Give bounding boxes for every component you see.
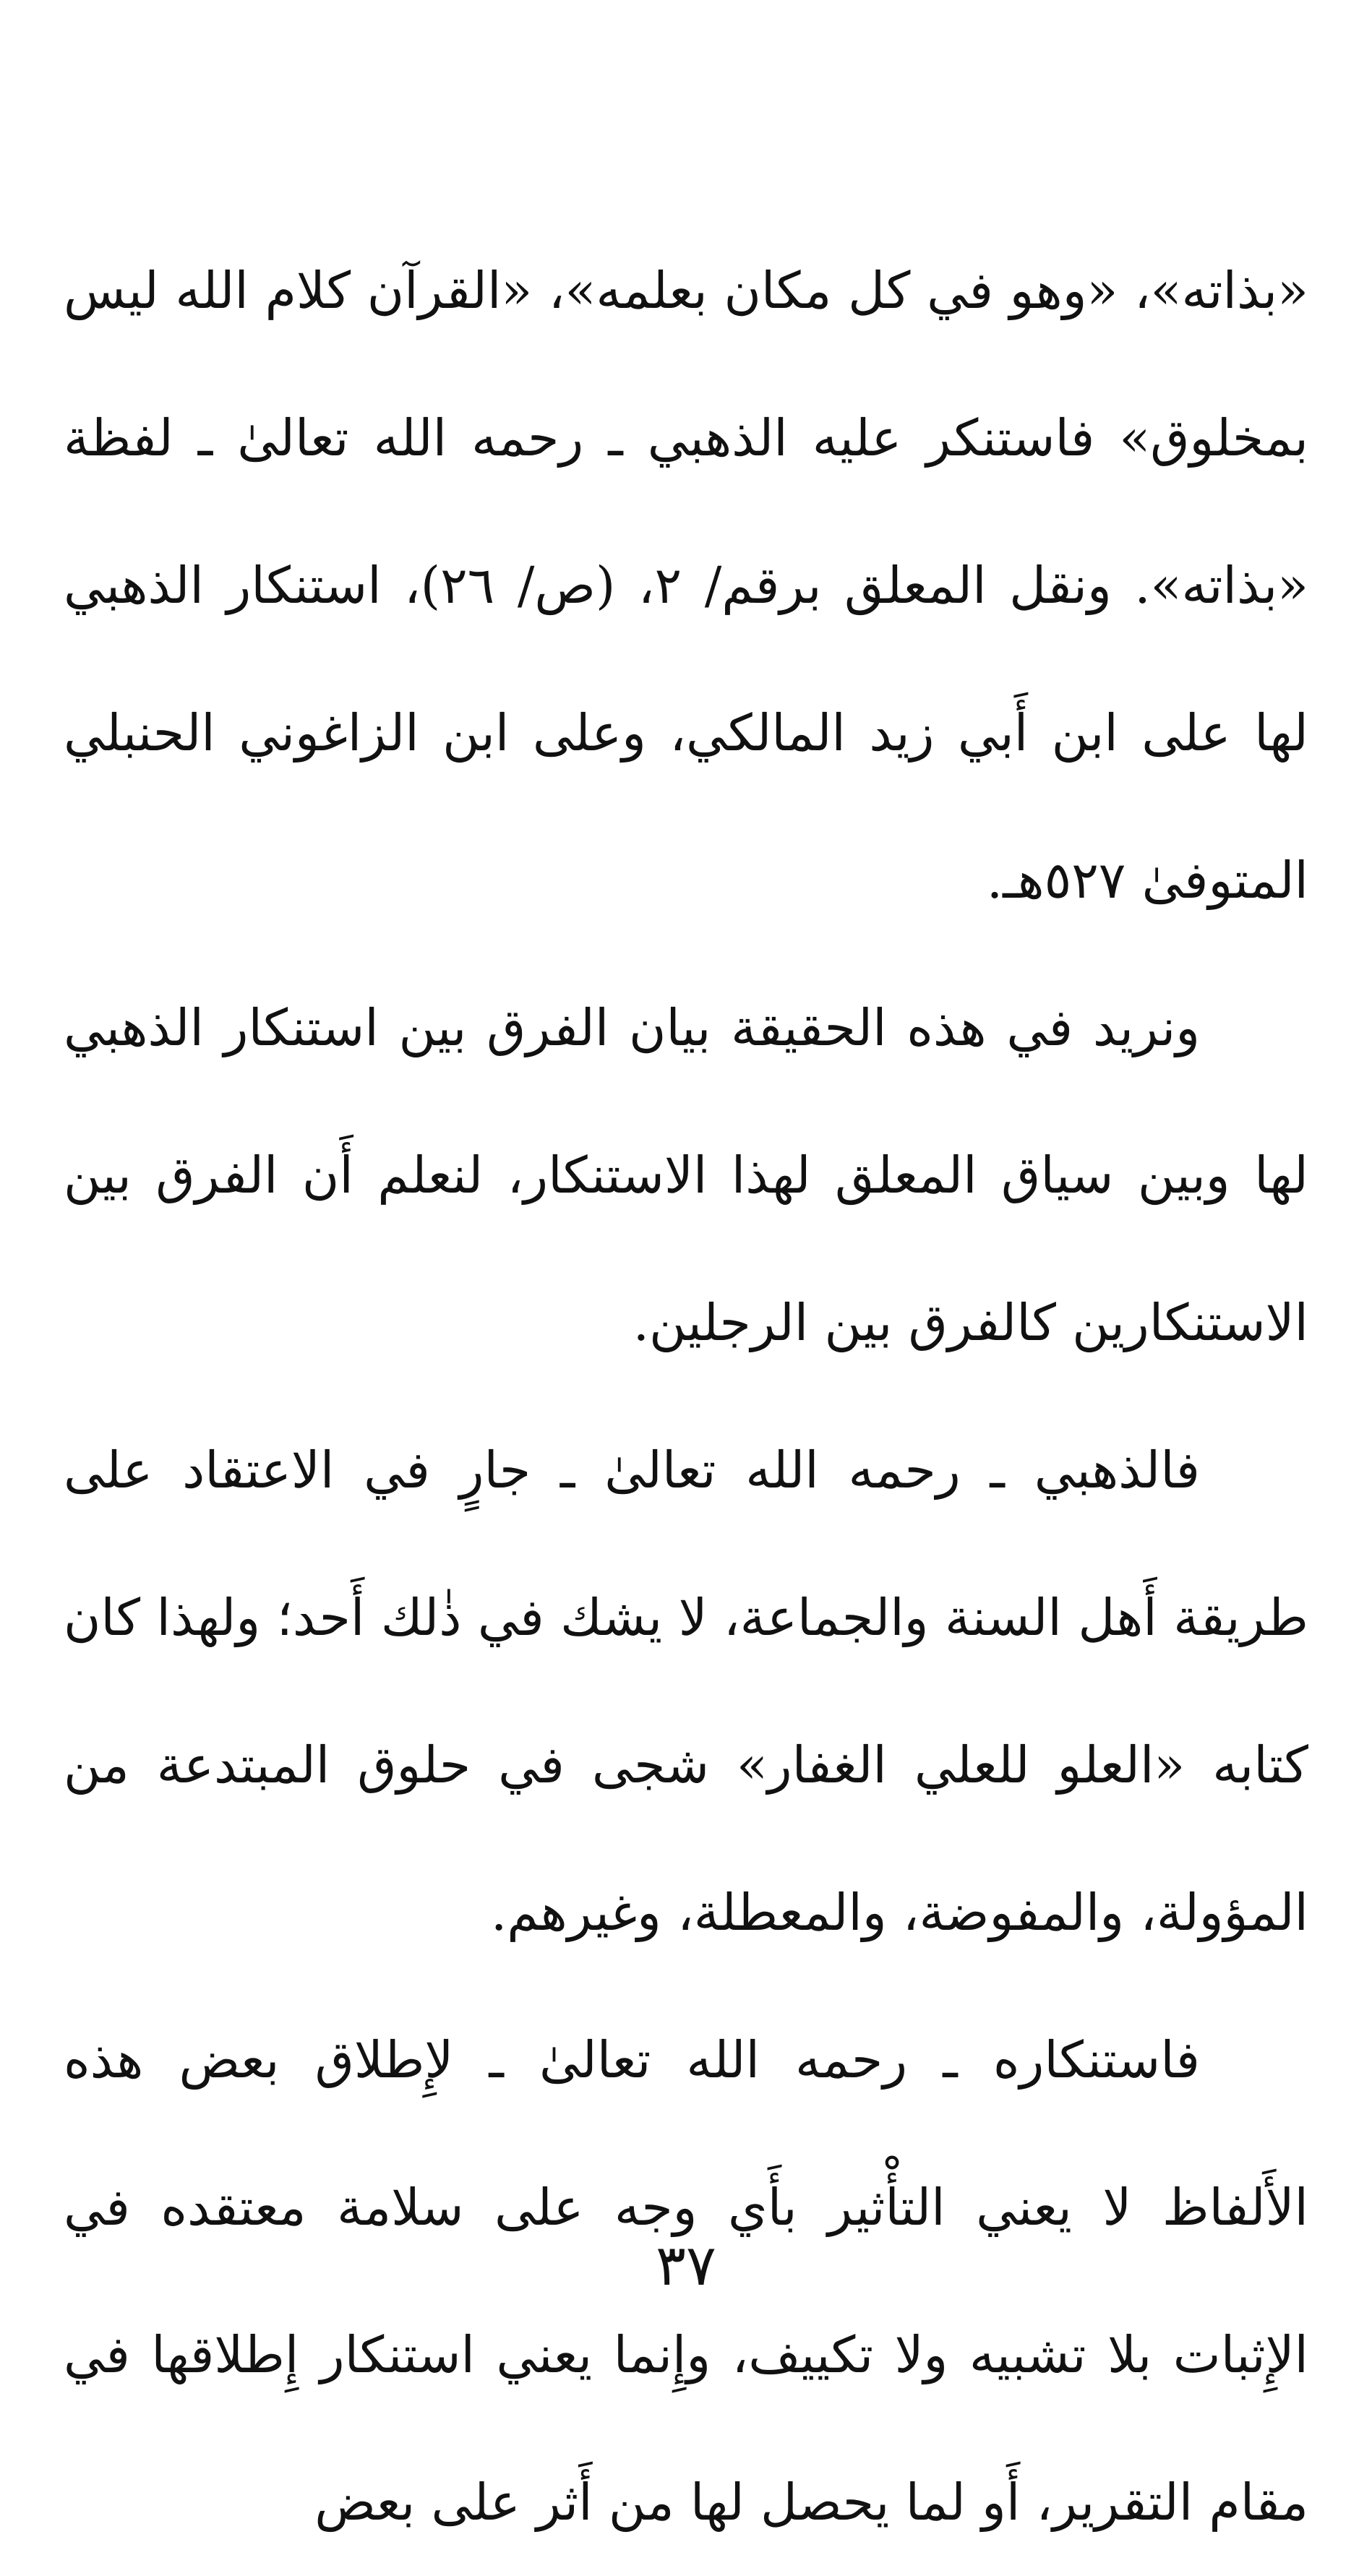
paragraph-4: فاستنكاره ـ رحمه الله تعالىٰ ـ لإِطلاق بعض هذه الأَلفاظ لا يعني التأْثير بأَي وجه على سلامة معتقده في الإِثبات بلا تشبيه ولا تكييف، وإِنما يعني استنكار إِطلاقها في مقام التقرير، أَو لما يحصل لها من أَثر على بعض [64,2030,1308,2532]
paragraph-2: ونريد في هذه الحقيقة بيان الفرق بين استنكار الذهبي لها وبين سياق المعلق لهذا الاستنكار، لنعلم أَن الفرق بين الاستنكارين كالفرق بين الرجلين. [64,998,1308,1352]
paragraph-1: «بذاته»، «وهو في كل مكان بعلمه»، «القرآن كلام الله ليس بمخلوق» فاستنكر عليه الذهبي ـ رحمه الله تعالىٰ ـ لفظة «بذاته». ونقل المعلق برقم/ ٢، (ص/ ٢٦)، استنكار الذهبي لها على ابن أَبي زيد المالكي، وعلى ابن الزاغوني الحنبلي المتوفىٰ ٥٢٧هـ. [64,261,1308,910]
paragraph-3: فالذهبي ـ رحمه الله تعالىٰ ـ جارٍ في الاعتقاد على طريقة أَهل السنة والجماعة، لا يشك في ذٰلك أَحد؛ ولهذا كان كتابه «العلو للعلي الغفار» شجى في حلوق المبتدعة من المؤولة، والمفوضة، والمعطلة، وغيرهم. [64,1441,1308,1942]
page-number: ٣٧ [656,2233,716,2298]
body-text [64,217,1308,2576]
